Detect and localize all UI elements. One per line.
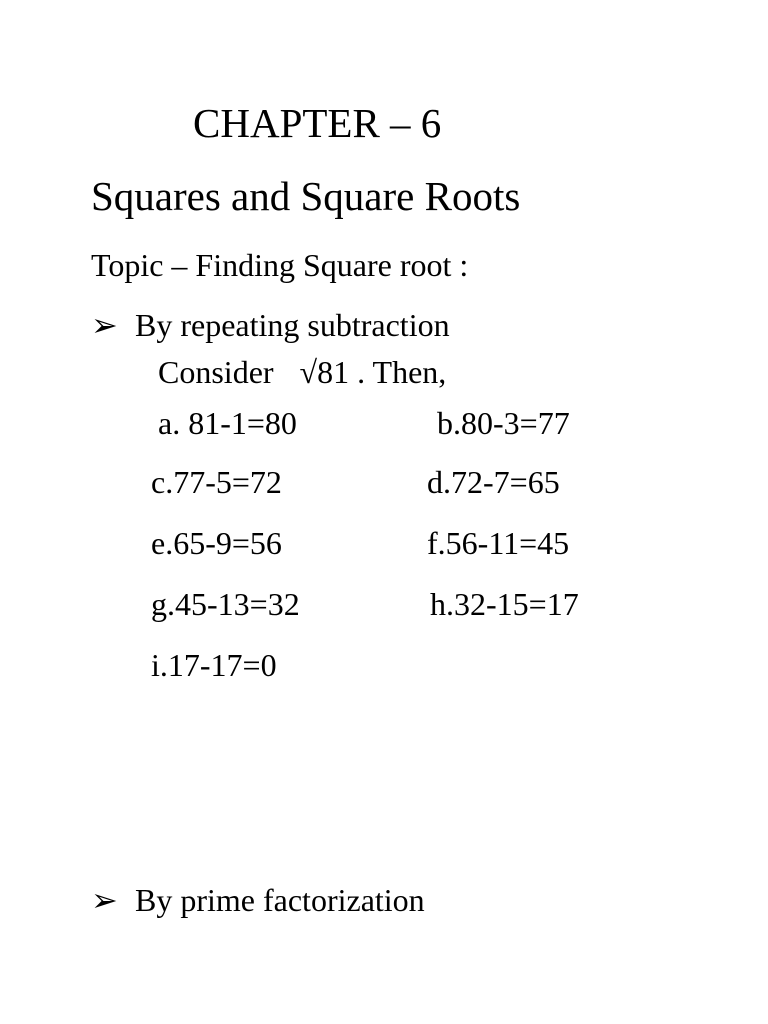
method-label: By prime factorization: [135, 882, 425, 918]
method-label: By repeating subtraction: [135, 307, 450, 343]
step-d: d.72-7=65: [427, 464, 560, 500]
square-root-expression: √81 . Then,: [299, 354, 447, 390]
step-i: i.17-17=0: [151, 647, 277, 683]
step-f: f.56-11=45: [427, 525, 570, 561]
bullet-prime-factorization: [91, 884, 425, 916]
consider-line: [158, 356, 446, 388]
arrow-bullet-icon: ➢: [91, 882, 118, 918]
step-a: a. 81-1=80: [158, 405, 297, 441]
step-e: e.65-9=56: [151, 525, 282, 561]
chapter-heading: CHAPTER – 6: [193, 100, 442, 146]
topic-line: Topic – Finding Square root :: [91, 247, 469, 283]
step-c: c.77-5=72: [151, 464, 282, 500]
step-b: b.80-3=77: [437, 405, 570, 441]
consider-word: Consider: [158, 354, 274, 390]
arrow-bullet-icon: ➢: [91, 307, 118, 343]
step-h: h.32-15=17: [430, 586, 579, 622]
page-title: Squares and Square Roots: [91, 173, 521, 219]
step-g: g.45-13=32: [151, 586, 300, 622]
bullet-repeated-subtraction: [91, 309, 450, 341]
